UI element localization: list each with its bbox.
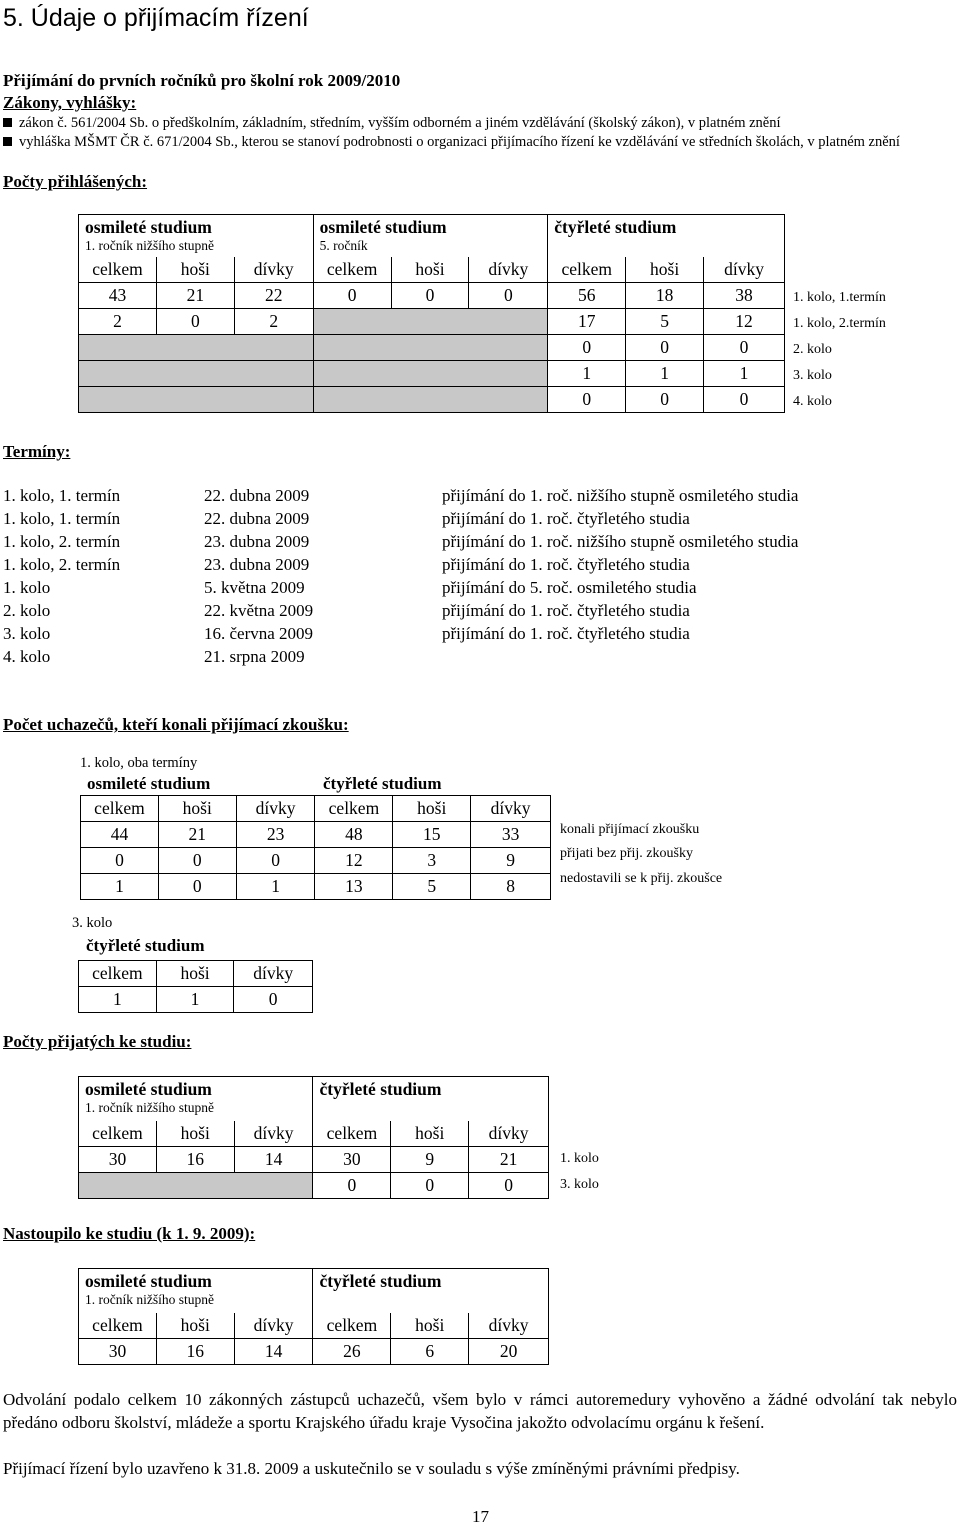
table-cell: 2 (234, 308, 313, 334)
group-header (548, 215, 785, 257)
col-header: hoši (156, 257, 234, 283)
exam-heading: Počet uchazečů, kteří konali přijímací zkoušku: (3, 715, 349, 734)
table-cell: 1 (79, 987, 157, 1013)
table-cell: 1 (626, 360, 704, 386)
accepted-table (78, 1076, 549, 1199)
col-header: hoši (156, 961, 234, 987)
table-cell: 9 (471, 848, 551, 874)
exam-table (80, 795, 551, 900)
empty-cell (79, 386, 314, 412)
table-cell: 8 (471, 874, 551, 900)
col-header: dívky (469, 1313, 549, 1339)
table-cell: 38 (704, 282, 785, 308)
table-cell: 21 (158, 822, 236, 848)
date-description: přijímání do 5. roč. osmiletého studia (442, 578, 697, 597)
table-cell: 0 (81, 848, 159, 874)
table-cell: 0 (626, 386, 704, 412)
intro-heading: Přijímání do prvních ročníků pro školní rok 2009/2010 (3, 71, 401, 90)
group-subtitle: 5. ročník (319, 238, 368, 253)
table-cell: 15 (393, 822, 471, 848)
row-label: 3. kolo (560, 1177, 599, 1192)
group-header (79, 1269, 313, 1313)
group-title: čtyřleté studium (319, 1271, 442, 1291)
date-value: 23. dubna 2009 (204, 555, 310, 574)
applicants-heading: Počty přihlášených: (3, 172, 148, 191)
table-cell: 56 (548, 282, 626, 308)
dates-heading: Termíny: (3, 442, 71, 461)
row-label: 4. kolo (793, 394, 832, 409)
col-header: celkem (79, 1313, 157, 1339)
table-cell: 18 (626, 282, 704, 308)
table-row (79, 282, 785, 308)
date-description: přijímání do 1. roč. nižšího stupně osmiletého studia (442, 532, 799, 551)
col-header: celkem (313, 257, 391, 283)
date-value: 22. května 2009 (204, 601, 314, 620)
table-cell: 1 (156, 987, 234, 1013)
table-cell: 14 (234, 1146, 313, 1172)
table-cell: 0 (626, 334, 704, 360)
enrolled-table (78, 1268, 549, 1365)
table-cell: 0 (469, 1172, 549, 1198)
row-label: 1. kolo, 1.termín (793, 290, 886, 305)
col-header: hoši (393, 796, 471, 822)
table-cell: 48 (315, 822, 393, 848)
group-title: čtyřleté studium (319, 1079, 442, 1099)
empty-cell (79, 1172, 313, 1198)
empty-cell (313, 386, 548, 412)
empty-cell (313, 334, 548, 360)
row-label: 2. kolo (793, 342, 832, 357)
group-subtitle: 1. ročník nižšího stupně (85, 1292, 214, 1307)
accepted-heading: Počty přijatých ke studiu: (3, 1032, 192, 1051)
table-cell: 33 (471, 822, 551, 848)
row-label: konali přijímací zkoušku (560, 822, 700, 837)
col-header: hoši (391, 1121, 469, 1147)
col-header: hoši (158, 796, 236, 822)
table-row (79, 308, 785, 334)
table-cell: 0 (391, 1172, 469, 1198)
table-row (81, 822, 551, 848)
table-cell: 0 (156, 308, 234, 334)
row-label: přijati bez přij. zkoušky (560, 846, 693, 861)
date-description: přijímání do 1. roč. nižšího stupně osmiletého studia (442, 486, 799, 505)
page-title: 5. Údaje o přijímacím řízení (3, 4, 309, 32)
col-header: dívky (234, 1313, 313, 1339)
date-round: 1. kolo (3, 578, 51, 597)
table-cell: 12 (704, 308, 785, 334)
table-cell: 30 (79, 1146, 157, 1172)
table-cell: 0 (234, 987, 313, 1013)
table-cell: 12 (315, 848, 393, 874)
date-value: 22. dubna 2009 (204, 486, 310, 505)
group-title: čtyřleté studium (554, 217, 677, 237)
group-title: osmileté studium (85, 1079, 212, 1099)
table-cell: 23 (236, 822, 315, 848)
date-round: 1. kolo, 2. termín (3, 532, 121, 551)
bullet-icon (3, 118, 12, 127)
table-cell: 21 (156, 282, 234, 308)
col-header: celkem (79, 257, 157, 283)
col-header: hoši (156, 1313, 234, 1339)
law-item-1 (3, 115, 781, 132)
col-header: hoši (391, 1313, 469, 1339)
table-cell: 0 (704, 386, 785, 412)
group-title: osmileté studium (85, 217, 212, 237)
conclusion-paragraph: Přijímací řízení bylo uzavřeno k 31.8. 2009 a uskutečnilo se v souladu s výše zmíněnými právními předpisy. (3, 1459, 740, 1478)
date-value: 22. dubna 2009 (204, 509, 310, 528)
col-header: hoši (391, 257, 469, 283)
table-cell: 16 (156, 1146, 234, 1172)
empty-cell (79, 360, 314, 386)
table-cell: 2 (79, 308, 157, 334)
col-header: dívky (469, 1121, 549, 1147)
table-cell: 30 (313, 1146, 391, 1172)
table-cell: 21 (469, 1146, 549, 1172)
enrolled-heading: Nastoupilo ke studiu (k 1. 9. 2009): (3, 1224, 256, 1243)
table-cell: 44 (81, 822, 159, 848)
date-value: 16. června 2009 (204, 624, 314, 643)
date-round: 2. kolo (3, 601, 51, 620)
table-cell: 0 (469, 282, 548, 308)
exam-group1: osmileté studium (87, 774, 211, 793)
table-cell: 1 (81, 874, 159, 900)
exam-round3-table (78, 960, 313, 1013)
table-cell: 1 (236, 874, 315, 900)
col-header: celkem (313, 1313, 391, 1339)
row-label: 3. kolo (793, 368, 832, 383)
col-header: dívky (471, 796, 551, 822)
col-header: dívky (234, 961, 313, 987)
table-cell: 26 (313, 1338, 391, 1364)
table-cell: 0 (704, 334, 785, 360)
col-header: celkem (79, 1121, 157, 1147)
col-header: dívky (234, 1121, 313, 1147)
empty-cell (313, 360, 548, 386)
group-subtitle: 1. ročník nižšího stupně (85, 1100, 214, 1115)
date-value: 5. května 2009 (204, 578, 305, 597)
table-cell: 20 (469, 1338, 549, 1364)
exam-round3-label: 3. kolo (72, 915, 113, 931)
table-cell: 43 (79, 282, 157, 308)
table-cell: 17 (548, 308, 626, 334)
date-round: 1. kolo, 2. termín (3, 555, 121, 574)
col-header: celkem (548, 257, 626, 283)
table-cell: 5 (393, 874, 471, 900)
table-row (79, 360, 785, 386)
law-item-2 (3, 134, 900, 151)
col-header: dívky (234, 257, 313, 283)
table-cell: 0 (548, 386, 626, 412)
group-title: osmileté studium (319, 217, 447, 237)
group-header (79, 1077, 313, 1121)
table-cell: 9 (391, 1146, 469, 1172)
law-text-2: vyhláška MŠMT ČR č. 671/2004 Sb., kterou se stanoví podrobnosti o organizaci přijímacího řízení ke vzdělávání ve středních školách, v platném znění (19, 134, 900, 150)
col-header: celkem (79, 961, 157, 987)
col-header: celkem (81, 796, 159, 822)
table-cell: 0 (236, 848, 315, 874)
col-header: dívky (704, 257, 785, 283)
col-header: celkem (313, 1121, 391, 1147)
row-label: nedostavili se k přij. zkoušce (560, 871, 723, 886)
date-round: 3. kolo (3, 624, 51, 643)
date-description: přijímání do 1. roč. čtyřletého studia (442, 601, 690, 620)
table-cell: 0 (158, 848, 236, 874)
date-description: přijímání do 1. roč. čtyřletého studia (442, 509, 690, 528)
date-round: 1. kolo, 1. termín (3, 486, 121, 505)
col-header: hoši (626, 257, 704, 283)
table-cell: 1 (548, 360, 626, 386)
table-cell: 6 (391, 1338, 469, 1364)
bullet-icon (3, 137, 12, 146)
law-text-1: zákon č. 561/2004 Sb. o předškolním, základním, středním, vyšším odborném a jiném vzdělávání (školský zákon), v platném znění (19, 115, 781, 131)
laws-heading: Zákony, vyhlášky: (3, 93, 137, 112)
table-row (79, 1172, 549, 1198)
group-title: osmileté studium (85, 1271, 212, 1291)
table-cell: 30 (79, 1338, 157, 1364)
table-row (79, 1338, 549, 1364)
appeals-paragraph: Odvolání podalo celkem 10 zákonných zástupců uchazečů, všem bylo v rámci autoremedury vyhověno a žádné odvolání tak nebylo předáno odboru školství, mládeže a sportu Krajského úřadu kraje Vysočina jakožto odvolacímu orgánu k řešení. (3, 1390, 957, 1432)
table-cell: 0 (313, 282, 391, 308)
table-cell: 5 (626, 308, 704, 334)
table-cell: 22 (234, 282, 313, 308)
table-row (81, 848, 551, 874)
col-header: hoši (156, 1121, 234, 1147)
table-row (81, 874, 551, 900)
table-row (79, 334, 785, 360)
date-description: přijímání do 1. roč. čtyřletého studia (442, 624, 690, 643)
group-header (79, 215, 314, 257)
empty-cell (79, 334, 314, 360)
group-header (313, 215, 548, 257)
exam-group2: čtyřleté studium (323, 774, 442, 793)
table-cell: 1 (704, 360, 785, 386)
col-header: celkem (315, 796, 393, 822)
group-header (313, 1269, 549, 1313)
date-value: 21. srpna 2009 (204, 647, 305, 666)
date-description: přijímání do 1. roč. čtyřletého studia (442, 555, 690, 574)
date-round: 1. kolo, 1. termín (3, 509, 121, 528)
table-cell: 13 (315, 874, 393, 900)
table-cell: 0 (313, 1172, 391, 1198)
group-subtitle: 1. ročník nižšího stupně (85, 238, 214, 253)
exam-round3-group: čtyřleté studium (86, 936, 205, 955)
table-cell: 14 (234, 1338, 313, 1364)
row-label: 1. kolo (560, 1151, 599, 1166)
table-cell: 0 (391, 282, 469, 308)
row-label: 1. kolo, 2.termín (793, 316, 886, 331)
table-cell: 0 (158, 874, 236, 900)
applicants-table (78, 214, 785, 413)
group-header (313, 1077, 549, 1121)
table-cell: 16 (156, 1338, 234, 1364)
date-round: 4. kolo (3, 647, 51, 666)
table-cell: 3 (393, 848, 471, 874)
col-header: dívky (469, 257, 548, 283)
table-row (79, 386, 785, 412)
table-cell: 0 (548, 334, 626, 360)
table-row (79, 987, 313, 1013)
exam-round1-label: 1. kolo, oba termíny (80, 755, 198, 771)
col-header: dívky (236, 796, 315, 822)
page-number: 17 (472, 1507, 489, 1526)
empty-cell (313, 308, 548, 334)
table-row (79, 1146, 549, 1172)
date-value: 23. dubna 2009 (204, 532, 310, 551)
